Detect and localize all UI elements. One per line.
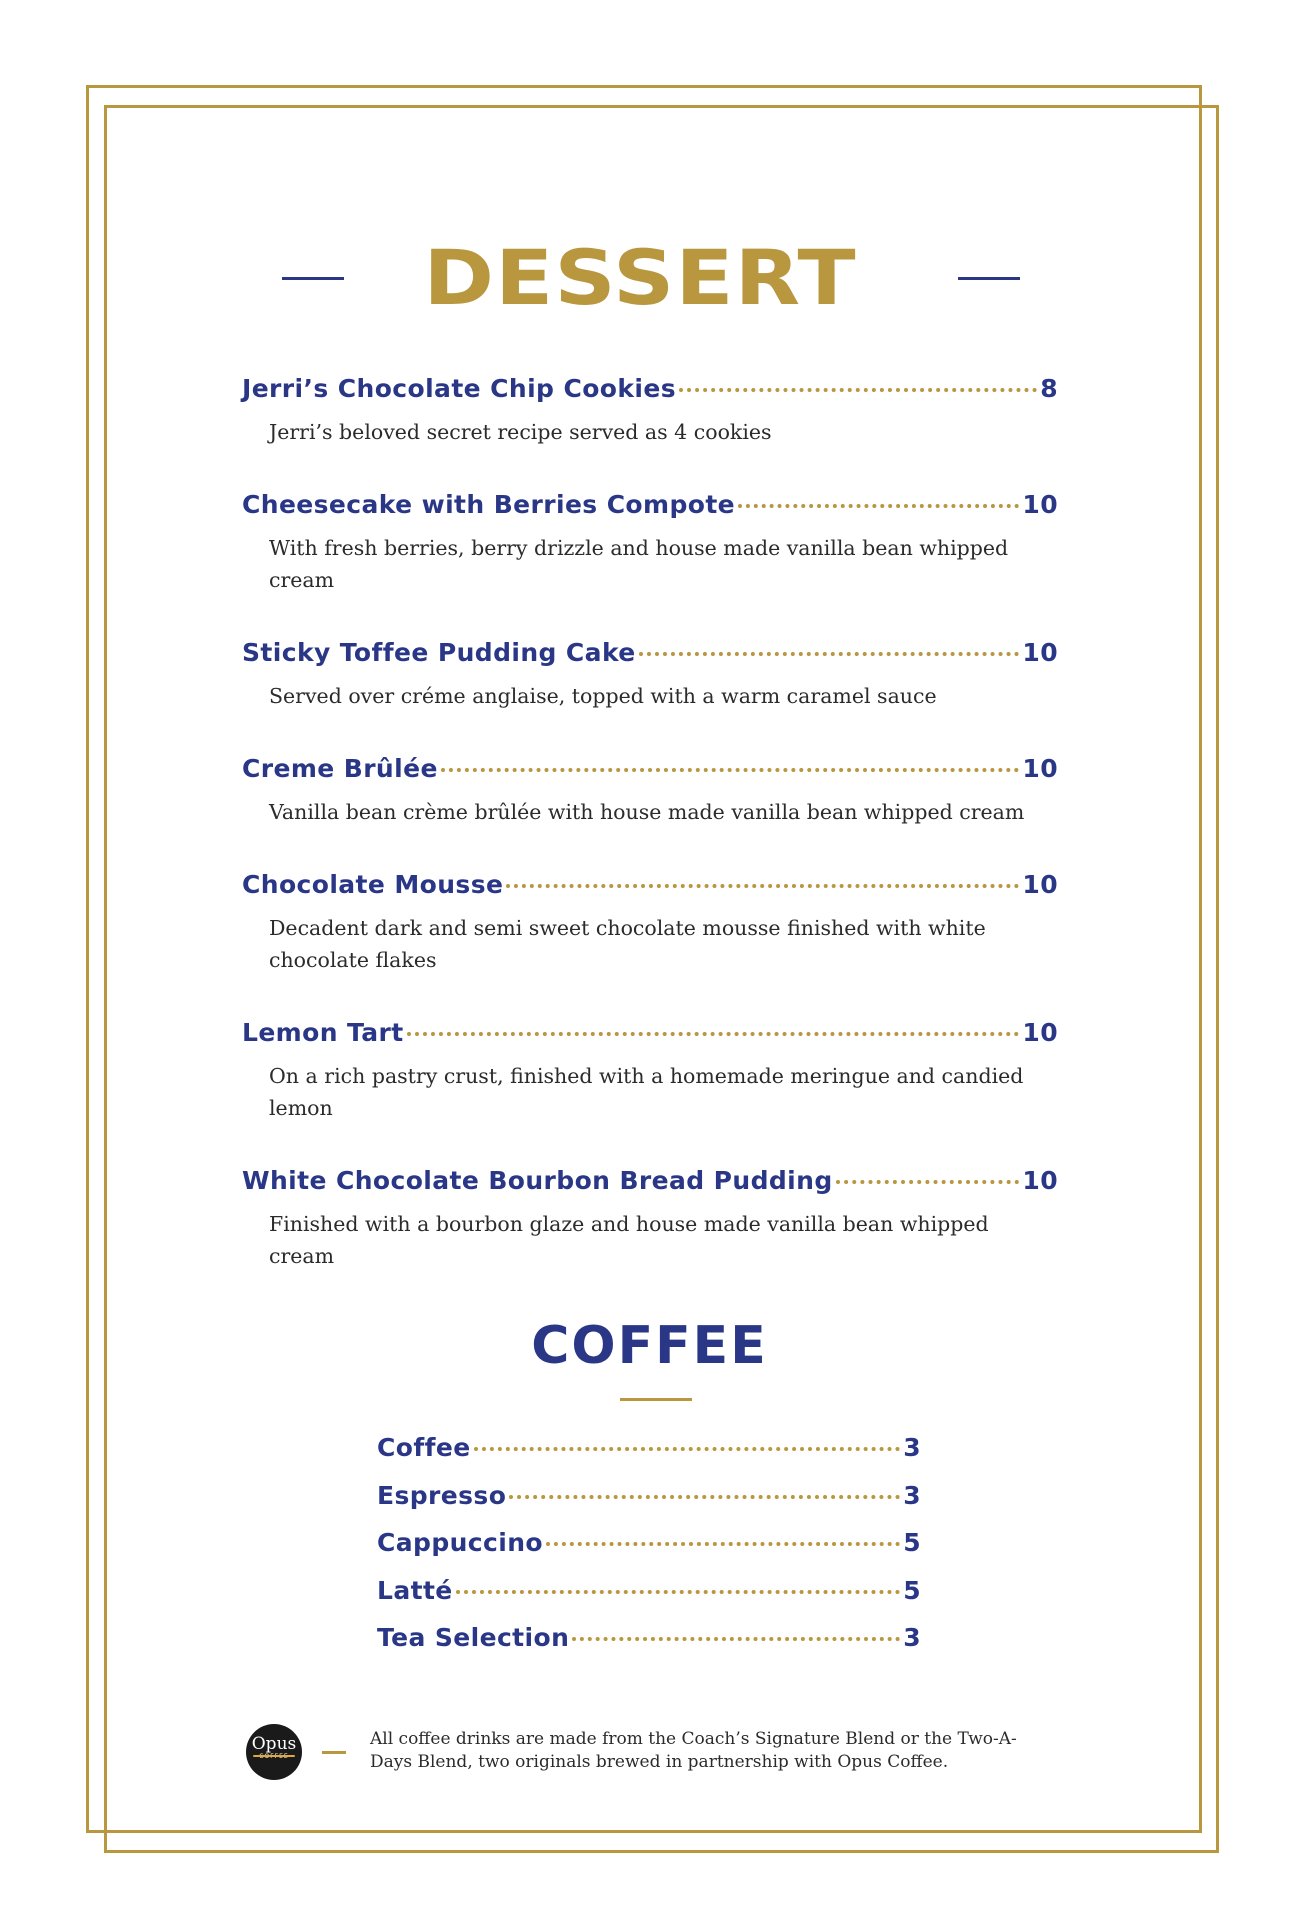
coffee-title-rule	[620, 1398, 692, 1401]
dessert-item-price: 10	[1022, 754, 1058, 783]
coffee-item-price: 5	[903, 1575, 921, 1605]
dessert-item	[242, 638, 1058, 712]
dessert-item-name: Chocolate Mousse	[242, 870, 504, 899]
dessert-item	[242, 754, 1058, 828]
footer	[242, 1720, 1062, 1784]
dot-leader	[474, 1447, 901, 1451]
coffee-item-price: 3	[903, 1623, 921, 1652]
dessert-item-line	[242, 1166, 1058, 1202]
dessert-list	[242, 374, 1058, 1314]
dessert-item-name: Creme Brûlée	[242, 754, 438, 783]
dessert-item	[242, 1018, 1058, 1124]
dessert-item-description: On a rich pastry crust, finished with a homemade meringue and candied lemon	[269, 1064, 1024, 1120]
logo-word: Opus	[251, 1734, 297, 1754]
coffee-item-name: Espresso	[377, 1480, 507, 1510]
dessert-title: DESSERT	[423, 233, 857, 322]
dessert-item-line	[242, 374, 1058, 410]
coffee-item-name: Latté	[377, 1575, 453, 1605]
dessert-header	[0, 233, 1299, 322]
coffee-item	[377, 1576, 921, 1624]
dessert-item	[242, 870, 1058, 976]
dessert-item-description: With fresh berries, berry drizzle and house made vanilla bean whipped cream	[269, 536, 1009, 592]
dot-leader	[679, 388, 1037, 392]
coffee-title: COFFEE	[531, 1316, 768, 1376]
coffee-item	[377, 1433, 921, 1481]
dessert-item-price: 8	[1040, 374, 1058, 403]
coffee-item	[377, 1481, 921, 1529]
dessert-item-price: 10	[1022, 638, 1058, 667]
dessert-item	[242, 490, 1058, 596]
dot-leader	[509, 1495, 900, 1499]
dessert-item-description: Finished with a bourbon glaze and house made vanilla bean whipped cream	[269, 1212, 989, 1268]
coffee-item-price: 5	[903, 1528, 921, 1557]
coffee-item-name: Tea Selection	[377, 1623, 570, 1652]
dot-leader	[456, 1590, 901, 1594]
dessert-item-line	[242, 490, 1058, 526]
coffee-list	[377, 1433, 921, 1671]
dot-leader	[572, 1637, 900, 1641]
dessert-item-line	[242, 638, 1058, 674]
dessert-item-name: Cheesecake with Berries Compote	[242, 490, 736, 519]
dessert-item-description: Served over créme anglaise, topped with a warm caramel sauce	[269, 684, 937, 708]
coffee-item-name: Cappuccino	[377, 1528, 543, 1557]
dessert-item-price: 10	[1022, 490, 1058, 519]
dot-leader	[738, 504, 1019, 508]
dessert-item-price: 10	[1022, 1166, 1058, 1195]
coffee-item-price: 3	[903, 1433, 921, 1462]
dessert-item-line	[242, 870, 1058, 906]
coffee-item-price: 3	[903, 1480, 921, 1510]
dessert-item-name: Sticky Toffee Pudding Cake	[242, 638, 636, 667]
dessert-item-price: 10	[1022, 870, 1058, 899]
dot-leader	[639, 652, 1020, 656]
dot-leader	[441, 768, 1020, 772]
dessert-item-name: Jerri’s Chocolate Chip Cookies	[242, 374, 676, 403]
dessert-item	[242, 1166, 1058, 1272]
opus-coffee-logo	[246, 1724, 302, 1780]
dessert-item-name: Lemon Tart	[242, 1018, 404, 1047]
dessert-item-description: Jerri’s beloved secret recipe served as 4 cookies	[269, 420, 772, 444]
dessert-item-description: Decadent dark and semi sweet chocolate mousse finished with white chocolate flakes	[269, 916, 986, 972]
footer-note: All coffee drinks are made from the Coach’s Signature Blend or the Two-A-Days Blend, two originals brewed in partnership with Opus Coffee.	[370, 1729, 1017, 1772]
dot-leader	[836, 1180, 1020, 1184]
dessert-item	[242, 374, 1058, 448]
dessert-item-name: White Chocolate Bourbon Bread Pudding	[242, 1166, 833, 1195]
coffee-item-name: Coffee	[377, 1433, 471, 1462]
dessert-item-line	[242, 1018, 1058, 1054]
dessert-item-price: 10	[1022, 1018, 1058, 1047]
dessert-item-description: Vanilla bean crème brûlée with house made vanilla bean whipped cream	[269, 800, 1025, 824]
dot-leader	[506, 884, 1019, 888]
coffee-item	[377, 1623, 921, 1671]
title-dash-right	[958, 277, 1020, 280]
logo-swoosh-icon	[253, 1755, 295, 1757]
footer-dash	[322, 1751, 346, 1754]
dessert-item-line	[242, 754, 1058, 790]
coffee-item	[377, 1528, 921, 1576]
dot-leader	[546, 1542, 900, 1546]
dot-leader	[407, 1032, 1020, 1036]
